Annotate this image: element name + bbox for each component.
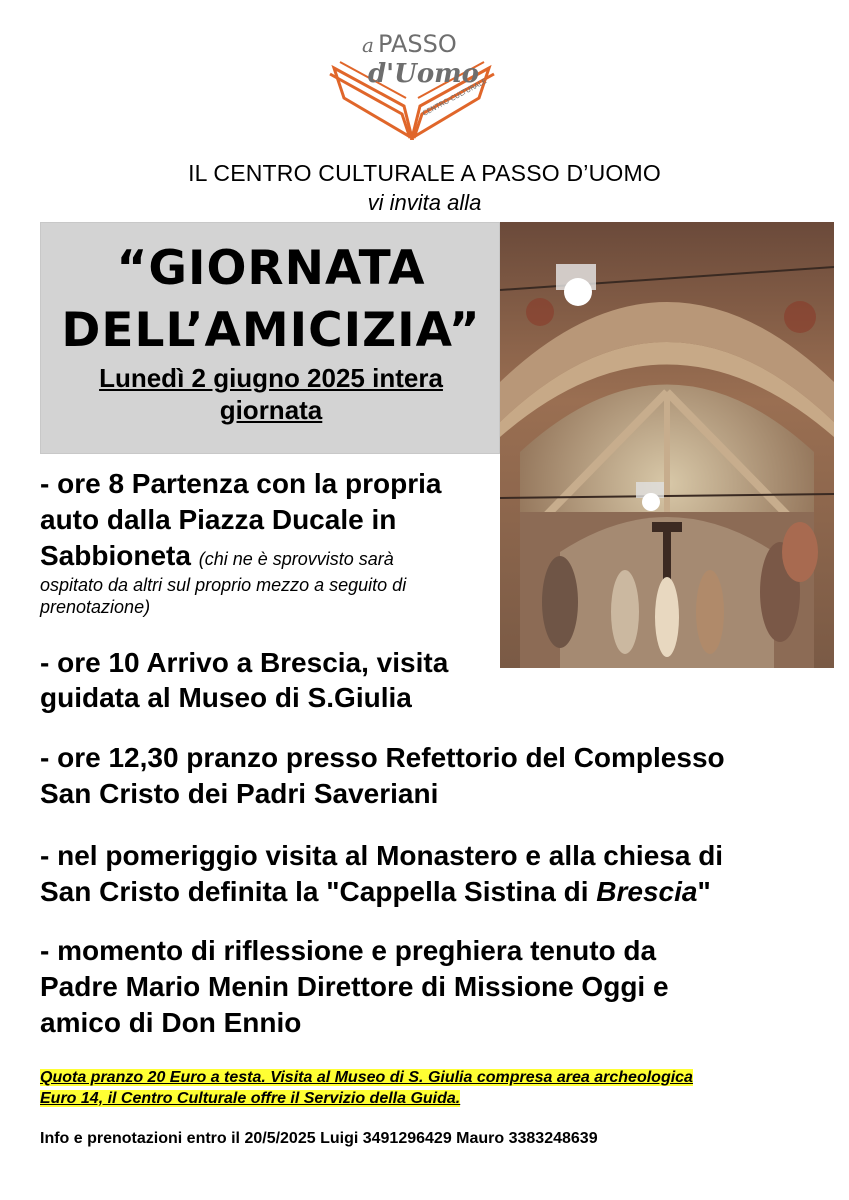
logo-a-text: a bbox=[362, 33, 374, 57]
program-item-4-line1: - nel pomeriggio visita al Monastero e alla chiesa di bbox=[40, 840, 724, 871]
invitation-subheader: vi invita alla bbox=[367, 190, 482, 215]
logo-passo-text: PASSO bbox=[378, 30, 457, 58]
event-title-line2: DELL’AMICIZIA” bbox=[61, 303, 481, 358]
event-title-line1: “GIORNATA bbox=[116, 241, 426, 296]
title-box bbox=[40, 222, 500, 454]
centro-culturale-logo bbox=[324, 28, 499, 140]
program-item-4-text: San Cristo definita la "Cappella Sistina di bbox=[40, 876, 597, 907]
price-notice bbox=[40, 1067, 810, 1109]
open-book-logo-icon bbox=[324, 28, 499, 140]
logo-tagline: CENTRO CULTURALE bbox=[421, 77, 489, 118]
event-date-line1: Lunedì 2 giugno 2025 intera bbox=[99, 363, 443, 393]
program-item-5-line2: Padre Mario Menin Direttore di Missione Oggi e bbox=[40, 971, 669, 1002]
program-item-1-note-line1: (chi ne è sprovvisto sarà bbox=[198, 549, 394, 569]
church-fresco-image-icon bbox=[500, 222, 834, 668]
program-item-5-line1: - momento di riflessione e preghiera tenuto da bbox=[40, 935, 657, 966]
invitation-header: IL CENTRO CULTURALE A PASSO D’UOMO bbox=[188, 160, 661, 186]
program-item-2-line2: guidata al Museo di S.Giulia bbox=[40, 682, 412, 713]
event-date-line2: giornata bbox=[219, 395, 323, 425]
program-item-5-line3: amico di Don Ennio bbox=[40, 1007, 302, 1038]
program-item-1-line3 bbox=[40, 538, 394, 577]
program-item-3-line1: - ore 12,30 pranzo presso Refettorio del Complesso bbox=[40, 742, 725, 773]
program-item-4-city: Brescia bbox=[596, 876, 698, 907]
booking-info: Info e prenotazioni entro il 20/5/2025 Luigi 3491296429 Mauro 3383248639 bbox=[40, 1130, 598, 1147]
program-item-1-place: Sabbioneta bbox=[40, 540, 191, 571]
program-item-1-line2: auto dalla Piazza Ducale in bbox=[40, 504, 397, 535]
program-item-1-note-line3: prenotazione) bbox=[40, 597, 151, 617]
church-fresco-photo bbox=[500, 222, 834, 668]
price-notice-line2: Euro 14, il Centro Culturale offre il Servizio della Guida. bbox=[40, 1090, 461, 1107]
program-item-3-line2: San Cristo dei Padri Saveriani bbox=[40, 778, 439, 809]
program-item-4-quote: " bbox=[697, 876, 711, 907]
program-item-1-line1: - ore 8 Partenza con la propria bbox=[40, 468, 442, 499]
program-item-4-line2 bbox=[40, 874, 711, 910]
logo-uomo-text: d'Uomo bbox=[368, 59, 480, 89]
price-notice-line1: Quota pranzo 20 Euro a testa. Visita al Museo di S. Giulia compresa area archeologica bbox=[40, 1069, 693, 1086]
program-item-1-note-line2: ospitato da altri sul proprio mezzo a seguito di bbox=[40, 575, 407, 595]
program-item-2-line1: - ore 10 Arrivo a Brescia, visita bbox=[40, 647, 449, 678]
